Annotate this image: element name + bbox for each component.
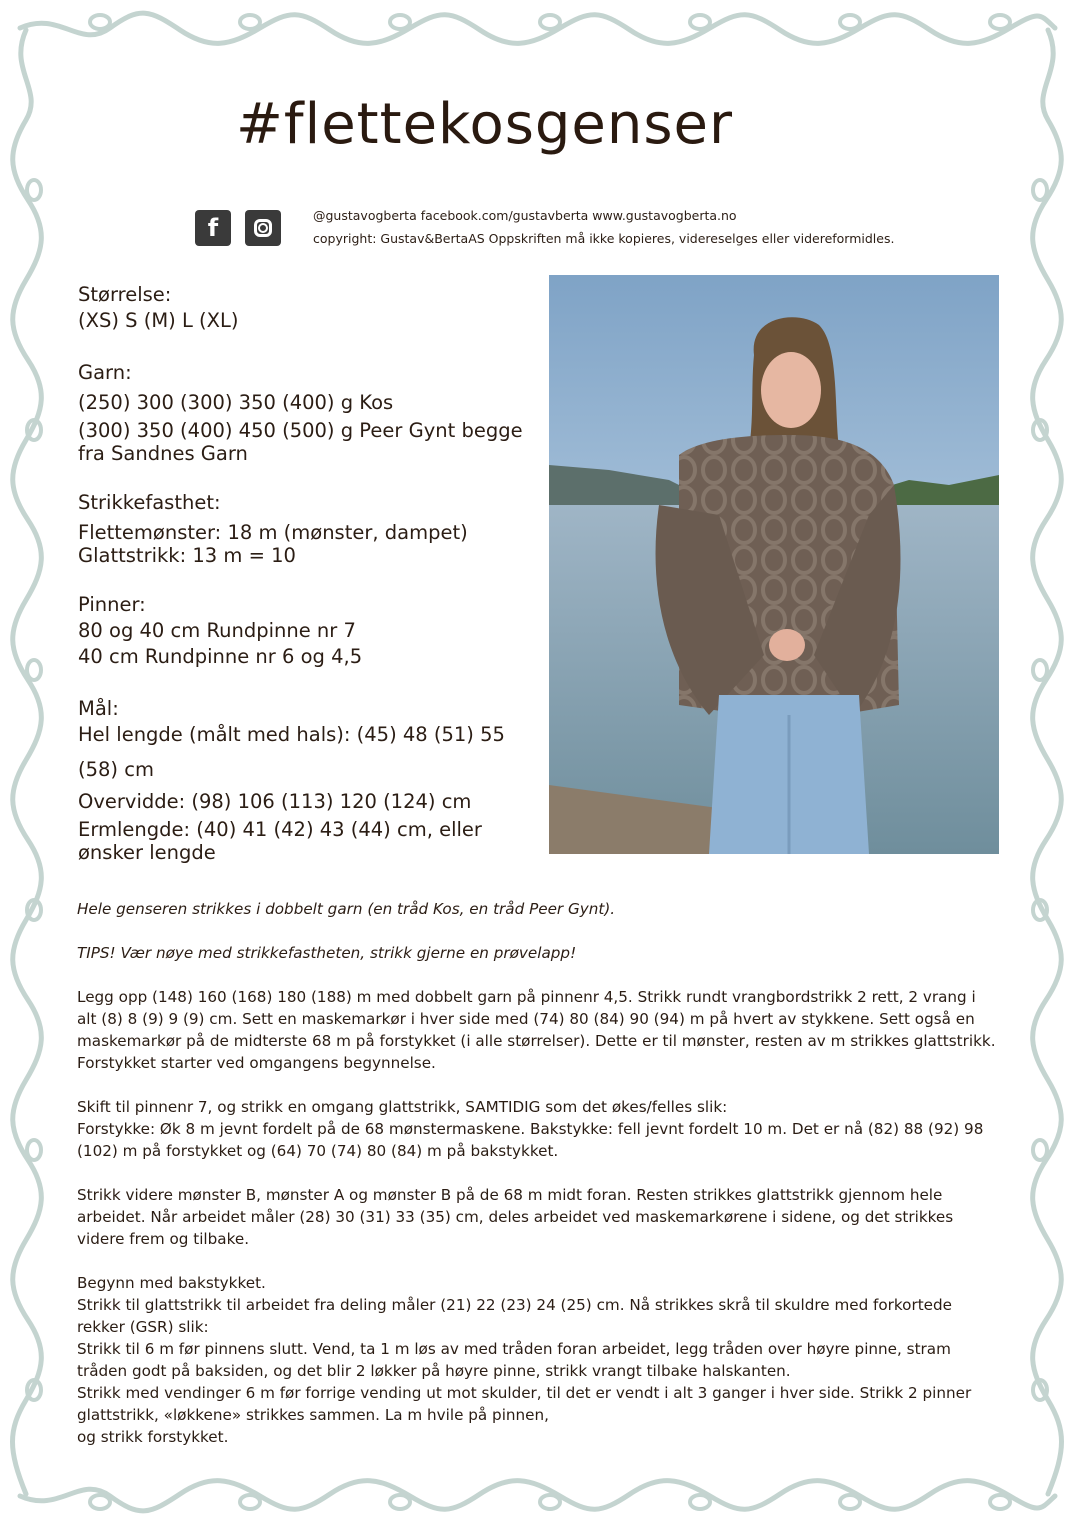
yarn-line: (300) 350 (400) 450 (500) g Peer Gynt begge (78, 419, 523, 442)
yarn-heading: Garn: (78, 361, 132, 384)
measurements-line: ønsker lengde (78, 841, 216, 864)
gauge-heading: Strikkefasthet: (78, 491, 221, 514)
size-heading: Størrelse: (78, 283, 172, 306)
measurements-heading: Mål: (78, 697, 119, 720)
contact-info (313, 204, 894, 250)
instruction-paragraph: Strikk til glattstrikk til arbeidet fra deling måler (21) 22 (23) 24 (25) cm. Nå strikkes skrå til skuldre med forkortede rekker (GSR) slik: (77, 1296, 953, 1336)
yarn-line: fra Sandnes Garn (78, 442, 248, 465)
size-line: (XS) S (M) L (XL) (78, 309, 239, 332)
instruction-paragraph: Strikk videre mønster B, mønster A og mønster B på de 68 m midt foran. Resten strikkes glattstrikk gjennom hele arbeidet. Når arbeidet måler (28) 30 (31) 33 (35) cm, deles arbeidet ved maskemarkørene i sidene, og det strikkes videre frem og tilbake. (77, 1186, 954, 1248)
gauge-line: Flettemønster: 18 m (mønster, dampet) (78, 521, 468, 544)
needles-heading: Pinner: (78, 593, 146, 616)
instructions (77, 898, 997, 1448)
page-title: #flettekosgenser (236, 92, 734, 157)
model-photo (549, 275, 999, 854)
gauge-line: Glattstrikk: 13 m = 10 (78, 544, 296, 567)
contact-line: @gustavogberta facebook.com/gustavberta www.gustavogberta.no (313, 208, 737, 223)
copyright-line: copyright: Gustav&BertaAS Oppskriften må ikke kopieres, videreselges eller videreformidles. (313, 231, 895, 246)
instruction-paragraph: Begynn med bakstykket. (77, 1274, 266, 1292)
instruction-paragraph: og strikk forstykket. (77, 1428, 229, 1446)
measurements-line: Hel lengde (målt med hals): (45) 48 (51) 55 (78, 723, 505, 746)
social-icons (195, 210, 281, 246)
needles-line: 80 og 40 cm Rundpinne nr 7 (78, 619, 356, 642)
measurements-line: (58) cm (78, 758, 154, 781)
gauge-section (78, 490, 548, 566)
instruction-paragraph: Strikk med vendinger 6 m før forrige vending ut mot skulder, til det er vendt i alt 3 ganger i hver side. Strikk 2 pinner glattstrikk, «løkkene» strikkes sammen. La m hvile på pinnen, (77, 1384, 972, 1424)
instruction-paragraph: Legg opp (148) 160 (168) 180 (188) m med dobbelt garn på pinnenr 4,5. Strikk rundt vrangbordstrikk 2 rett, 2 vrang i alt (8) 8 (9) 9 (9) cm. Sett en maskemarkør i hver side med (74) 80 (84) 90 (94) m på hvert av stykkene. Sett også en maskemarkør på de midterste 68 m på forstykket (i alle størrelser). Dette er til mønster, resten av m strikkes glattstrikk. Forstykket starter ved omgangens begynnelse. (77, 988, 996, 1072)
tips-text: TIPS! Vær nøye med strikkefastheten, strikk gjerne en prøvelapp! (77, 944, 577, 962)
instruction-paragraph: Strikk til 6 m før pinnens slutt. Vend, ta 1 m løs av med tråden foran arbeidet, legg tråden over høyre pinne, stram tråden godt på baksiden, og det blir 2 løkker på høyre pinne, strikk vrangt tilbake halskanten. (77, 1340, 951, 1380)
yarn-line: (250) 300 (300) 350 (400) g Kos (78, 391, 394, 414)
instagram-icon[interactable] (245, 210, 281, 246)
measurements-line: Ermlengde: (40) 41 (42) 43 (44) cm, eller (78, 818, 482, 841)
spec-column (78, 282, 548, 889)
needles-line: 40 cm Rundpinne nr 6 og 4,5 (78, 645, 363, 668)
yarn-section (78, 360, 548, 464)
instruction-paragraph: Forstykke: Øk 8 m jevnt fordelt på de 68 mønstermaskene. Bakstykke: fell jevnt fordelt 10 m. Det er nå (82) 88 (92) 98 (102) m på forstykket og (64) 70 (74) 80 (84) m på bakstykket. (77, 1120, 984, 1160)
measurements-section (78, 696, 548, 863)
measurements-line: Overvidde: (98) 106 (113) 120 (124) cm (78, 790, 472, 813)
instruction-paragraph: Skift til pinnenr 7, og strikk en omgang glattstrikk, SAMTIDIG som det økes/felles slik: (77, 1098, 728, 1116)
intro-text: Hele genseren strikkes i dobbelt garn (en tråd Kos, en tråd Peer Gynt). (77, 900, 616, 918)
size-section (78, 282, 548, 334)
facebook-icon[interactable]: f (195, 210, 231, 246)
needles-section (78, 592, 548, 670)
